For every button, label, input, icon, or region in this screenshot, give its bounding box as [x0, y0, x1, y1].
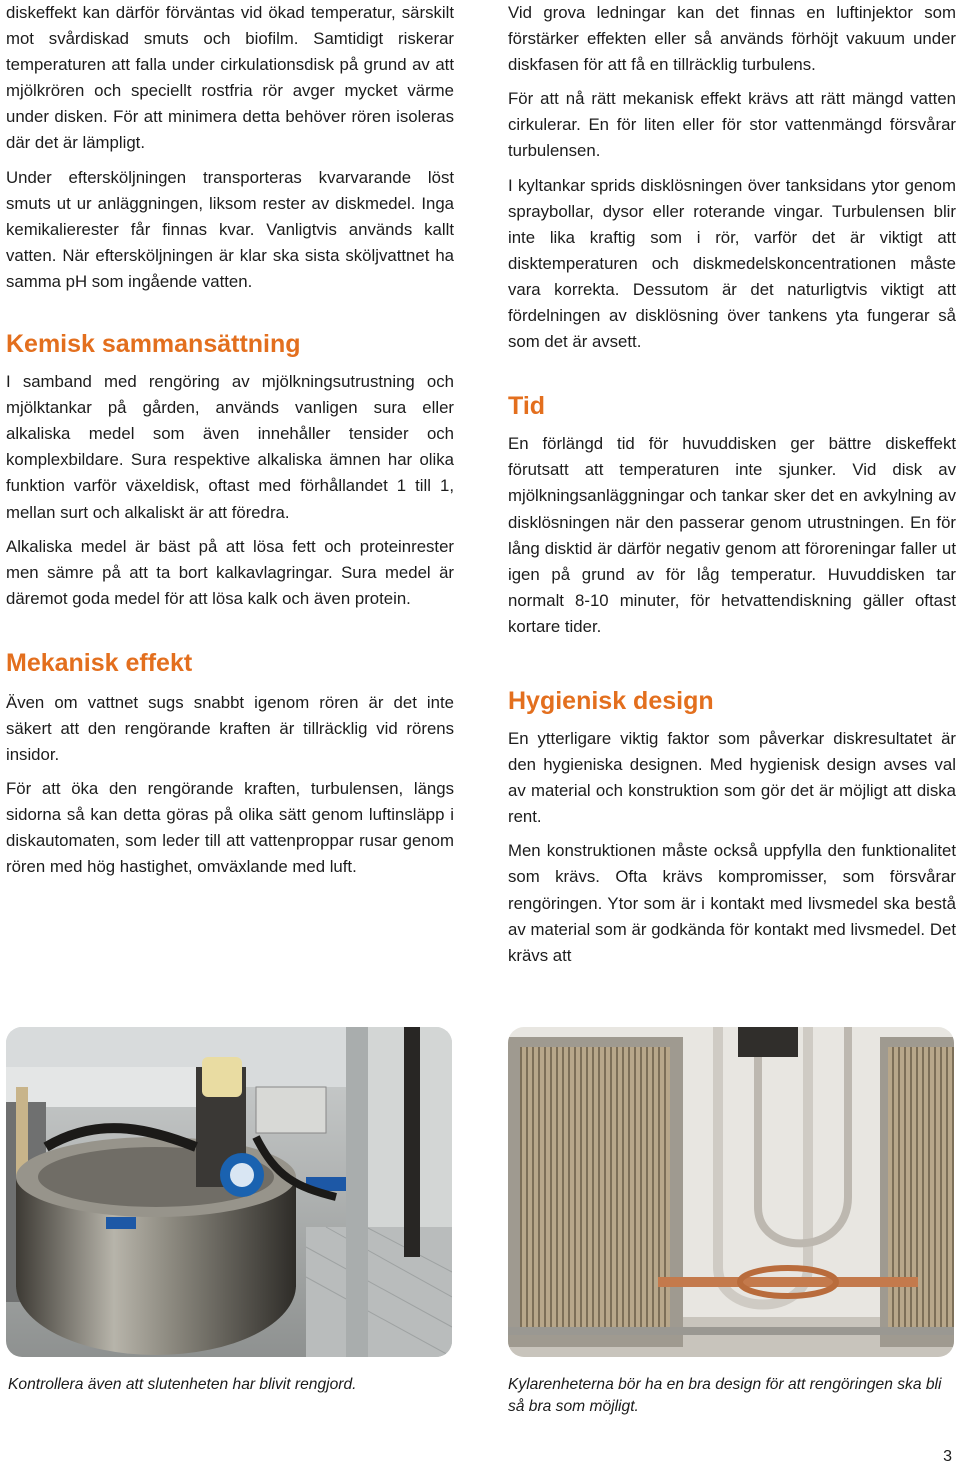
- right-column: [508, 0, 956, 976]
- tid-paragraph-1: En förlängd tid för huvuddisken ger bättre diskeffekt förutsatt att temperaturen inte sjunker. Vid disk av mjölkningsanläggningar och tankar sker det en avkylning av disklösningen när den passerar genom utrustningen. En för lång disktid är därför negativ genom att föroreningar faller ut igen på grund av för låg temperatur. Huvuddisken tar normalt 8-10 minuter, för hetvattendiskning gäller oftast kortare tider.: [508, 434, 956, 636]
- heading-tid: Tid: [508, 392, 546, 421]
- hygienisk-paragraph-1: En ytterligare viktig faktor som påverkar diskresultatet är den hygieniska designen. Med hygienisk design avses val av material och konstruktion som gör det är möjligt att diska rent.: [508, 728, 956, 827]
- photo-cooling-units-drawing: [508, 1027, 954, 1357]
- photo-cooling-units: [508, 1027, 954, 1357]
- right-intro-paragraph-3: I kyltankar sprids disklösningen över tanksidans ytor genom spraybollar, dysor eller roterande vingar. Turbulensen blir inte lika kraftig som i rör, varför det är viktigt att disktemperaturen och diskmedelskoncentrationen måste vara korrekta. Dessutom är det naturligtvis viktigt att fördelningen av disklösning över tankens yta fungerar så som det är avsett.: [508, 175, 956, 352]
- kemisk-paragraph-2: Alkaliska medel är bäst på att lösa fett och proteinrester men sämre på att ta bort kalkavlagringar. Sura medel är däremot goda medel för att lösa kalk och även protein.: [6, 536, 454, 608]
- intro-paragraph-1: diskeffekt kan därför förväntas vid ökad temperatur, särskilt mot svårdiskad smuts och biofilm. Samtidigt riskerar temperaturen att falla under cirkulationsdisk på grund av att mjölkrören och speciellt rostfria rör avger mycket värme under disken. För att minimera detta behöver rören isoleras där det är lämpligt.: [6, 3, 454, 153]
- right-intro-paragraph-1: Vid grova ledningar kan det finnas en luftinjektor som förstärker effekten eller så används förhöjt vakuum under diskfasen för att få en tillräcklig turbulens.: [508, 3, 956, 75]
- heading-hygienisk-design: Hygienisk design: [508, 686, 714, 715]
- right-intro-paragraph-2: För att nå rätt mekanisk effekt krävs att rätt mängd vatten cirkulerar. En för liten eller för stor vattenmängd försvårar turbulensen.: [508, 89, 956, 161]
- heading-mekanisk-effekt: Mekanisk effekt: [6, 648, 193, 677]
- photo-milk-unit-drawing: [6, 1027, 452, 1357]
- mekanisk-paragraph-1: Även om vattnet sugs snabbt igenom rören är det inte säkert att den rengörande kraften är tillräcklig vid rörens insidor.: [6, 692, 454, 765]
- hygienisk-paragraph-2: Men konstruktionen måste också uppfylla den funktionalitet som krävs. Ofta krävs kompromisser, som försvårar rengöringen. Ytor som är i kontakt med livsmedel ska bestå av material som är godkända för kontakt med livsmedel. Det krävs att: [508, 841, 956, 965]
- page-number: 3: [943, 1448, 952, 1465]
- kemisk-paragraph-1: I samband med rengöring av mjölkningsutrustning och mjölktankar på gården, används vanligen sura eller alkaliska medel som även innehåller tensider och komplexbildare. Sura respektive alkaliska ämnen har olika funktion varför växeldisk, oftast med förhållandet 1 till 1, mellan surt och alkaliskt är att föredra.: [6, 372, 454, 522]
- left-column: [6, 0, 454, 888]
- caption-right: Kylarenheterna bör ha en bra design för att rengöringen ska bli så bra som möjligt.: [508, 1376, 942, 1415]
- photo-milk-unit: [6, 1027, 452, 1357]
- intro-paragraph-2: Under eftersköljningen transporteras kvarvarande löst smuts ut ur anläggningen, liksom rester av diskmedel. Inga kemikalierester får finnas kvar. Vanligtvis används kallt vatten. När eftersköljningen är klar ska sista sköljvattnet ha samma pH som ingående vatten.: [6, 167, 454, 291]
- heading-kemisk-sammansattning: Kemisk sammansättning: [6, 330, 301, 359]
- caption-left: Kontrollera även att slutenheten har blivit rengjord.: [8, 1376, 357, 1393]
- mekanisk-paragraph-2: För att öka den rengörande kraften, turbulensen, längs sidorna så kan detta göras på olika sätt genom luftinsläpp i diskautomaten, som leder till att vattenproppar rusar genom rören med hög hastighet, omväxlande med luft.: [6, 779, 454, 877]
